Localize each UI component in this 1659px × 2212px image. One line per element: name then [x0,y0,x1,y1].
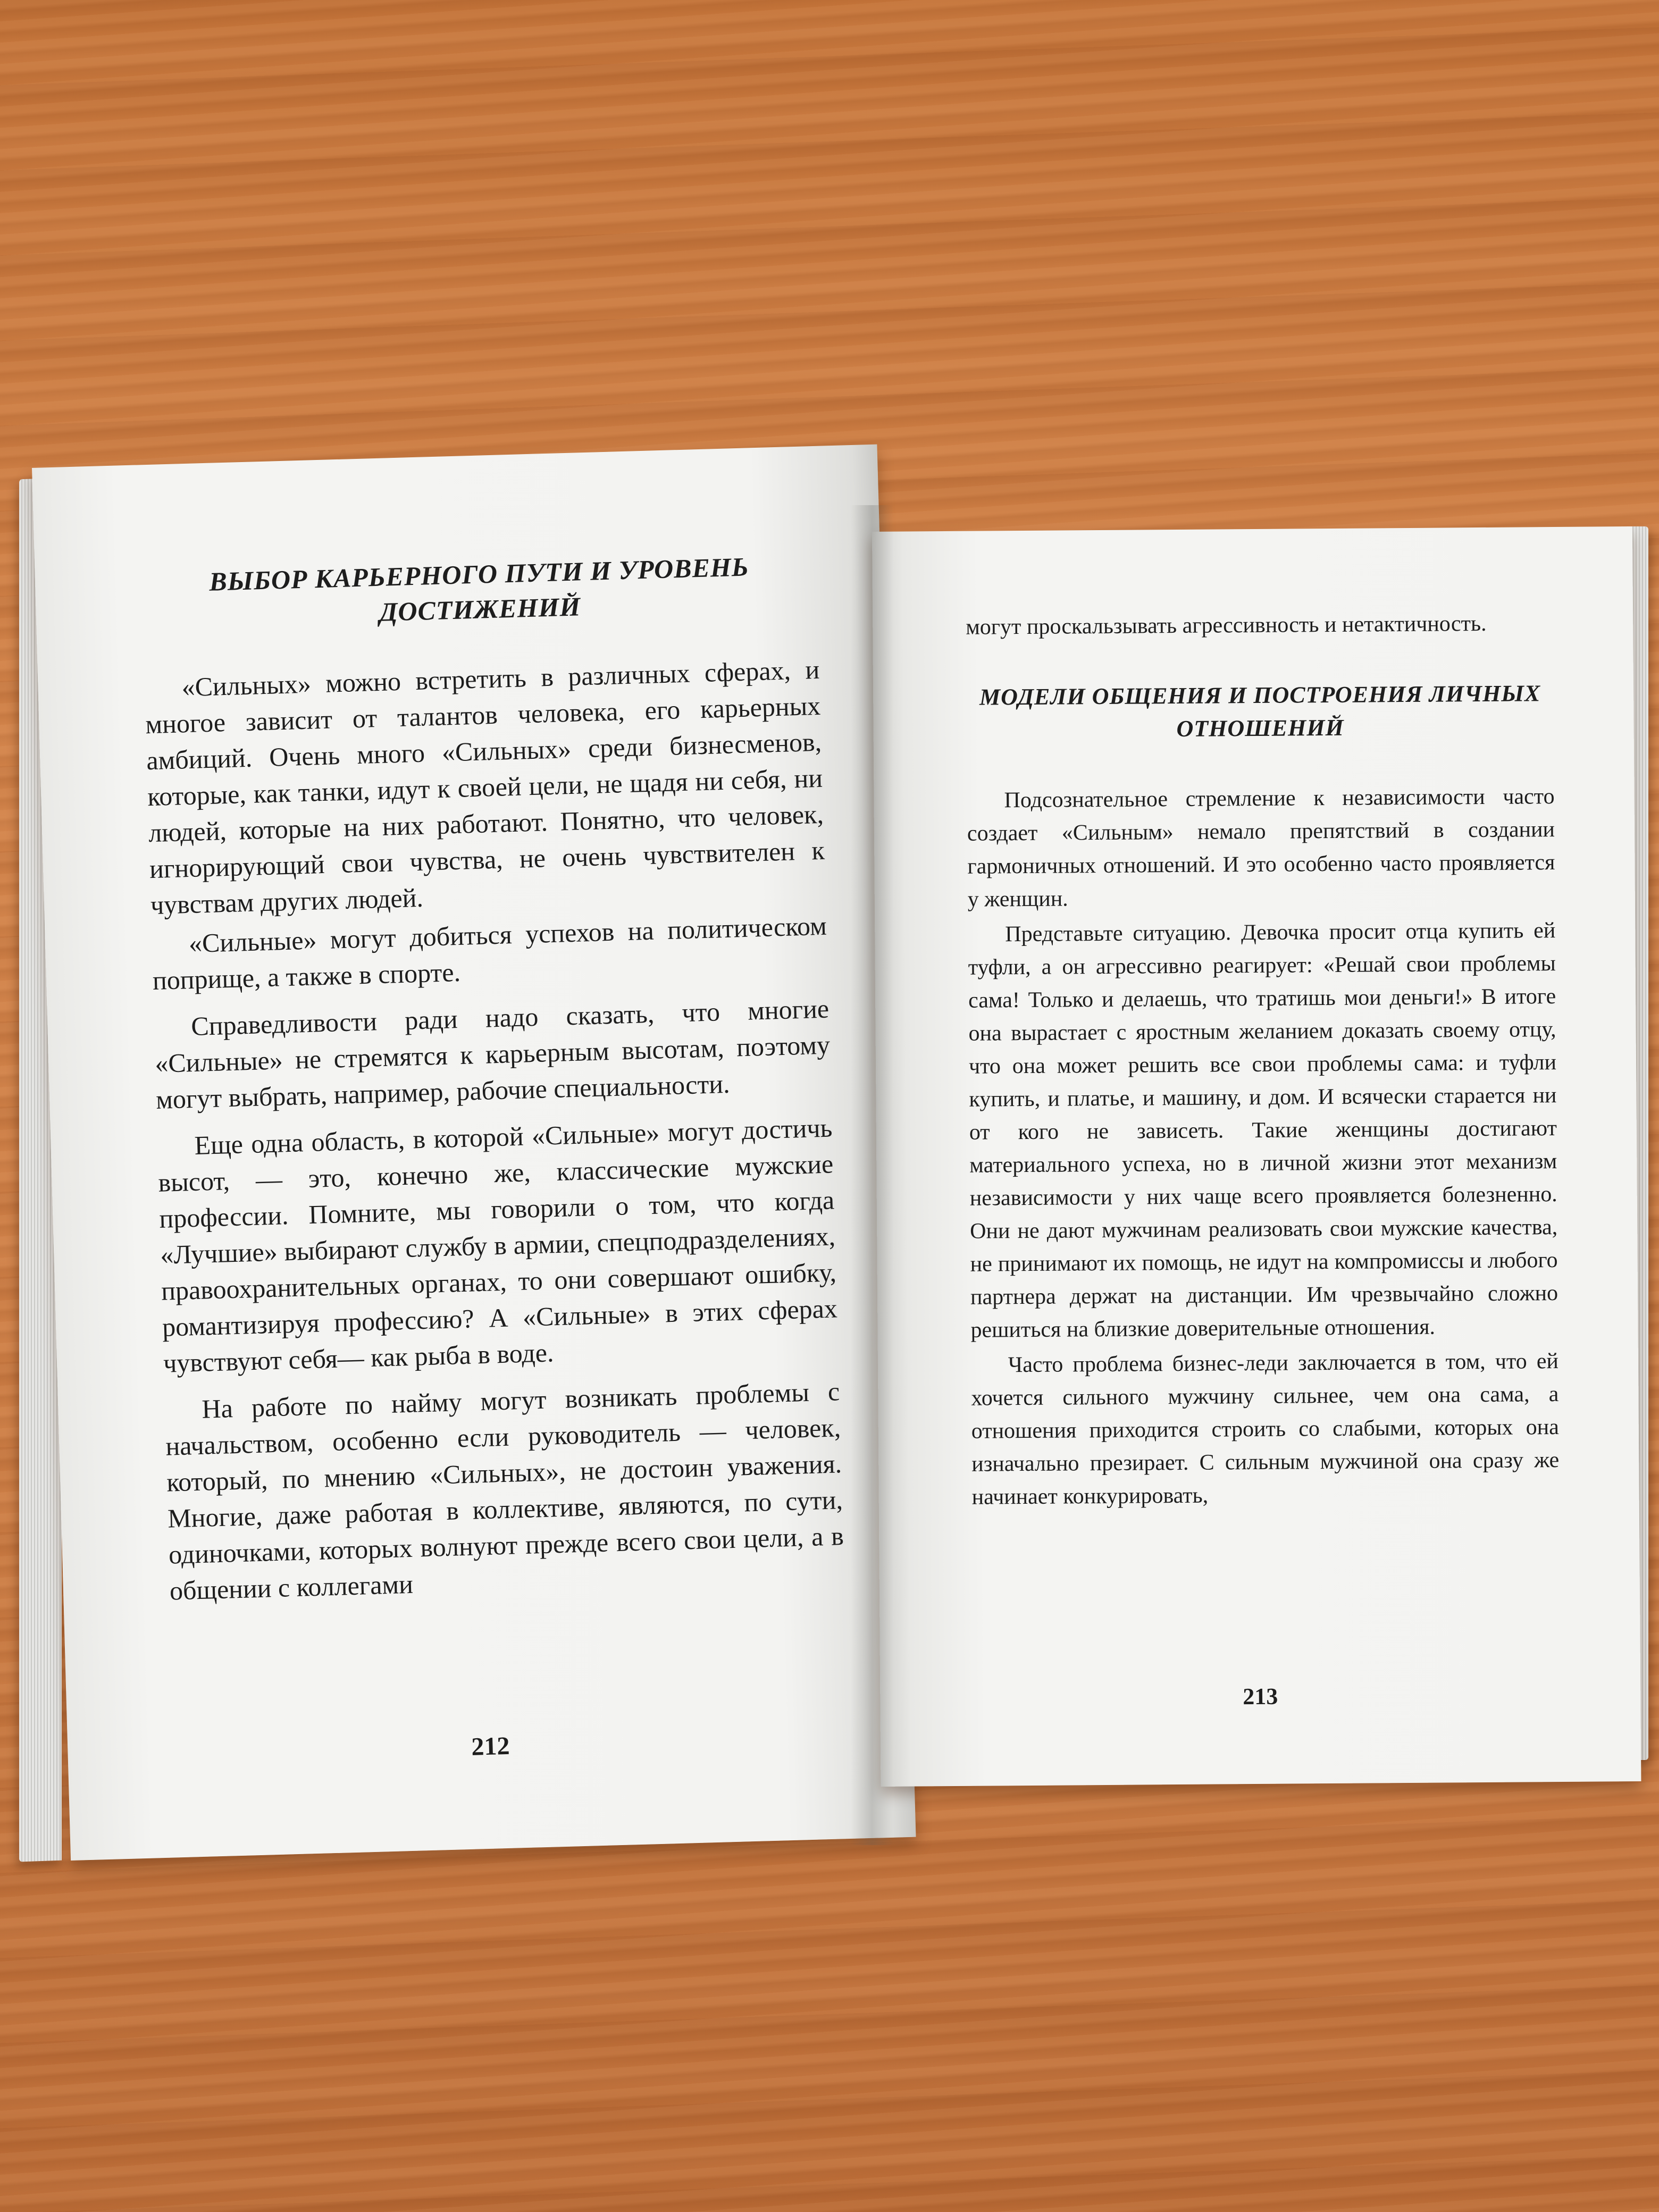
paragraph: Часто проблема бизнес-леди заключается в том, что ей хочется сильного мужчину сильнее, чем она сама, а отношения приходится строить со слабыми, которых она изначально презирает. С сильным мужчиной она сразу же начинает конкурировать, [971,1349,1560,1510]
left-page [32,445,916,1861]
page-number: 212 [471,1731,510,1761]
page-number: 213 [1243,1683,1278,1710]
section-heading: МОДЕЛИ ОБЩЕНИЯ И ПОСТРОЕНИЯ ЛИЧНЫХ ОТНОШЕНИЙ [979,680,1541,742]
right-page [872,526,1641,1787]
paragraph: «Сильные» могут добиться успехов на политическом поприще, а также в спорте. [152,910,827,996]
paragraph: Справедливости ради надо сказать, что многие «Сильные» не стремятся к карьерным высотам, поэтому могут выбрать, например, рабочие специальности. [154,993,831,1115]
paragraph-continuation: могут проскальзывать агрессивность и нетактичность. [966,611,1487,640]
paragraph: Представьте ситуацию. Девочка просит отца купить ей туфли, а он агрессивно реагирует: «Решай свои проблемы сама! Только и делаешь, что тратишь мои деньги!» В итоге она вырастает с яростным желанием доказать своему отцу, что она может решить все свои проблемы сама: и туфли купить, и платье, и машину, и дом. И всячески старается ни от кого не зависеть. Такие женщины достигают материального успеха, но в личной жизни этот механизм независимости у них чаще всего проявляется болезненно. Они не дают мужчинам реализовать свои мужские качества, не принимают их помощь, не идут на компромиссы и любого партнера держат на дистанции. Им чрезвычайно сложно решиться на близкие доверительные отношения. [968,918,1559,1343]
paragraph: «Сильных» можно встретить в различных сферах, и многое зависит от талантов человека, его карьерных амбиций. Очень много «Сильных» среди бизнесменов, которые, как танки, идут к своей цели, не щадя ни себя, ни людей, которые на них работают. Понятно, что человек, игнорирующий свои чувства, не очень чувствителен к чувствам других людей. [145,654,825,920]
chapter-heading: ВЫБОР КАРЬЕРНОГО ПУТИ И УРОВЕНЬ ДОСТИЖЕНИЙ [208,551,750,627]
paragraph: Еще одна область, в которой «Сильные» могут достичь высот, — это, конечно же, классические мужские профессии. Помните, мы говорили о том, что когда «Лучшие» выбирают службу в армии, спецподразделениях, правоохранительных органах, то они совершают ошибку, романтизируя профессию? А «Сильные» в этих сферах чувствуют себя— как рыба в воде. [157,1112,838,1378]
paragraph: Подсознательное стремление к независимости часто создает «Сильным» немало препятствий в создании гармоничных отношений. И это особенно часто проявляется у женщин. [967,784,1555,912]
paragraph: На работе по найму могут возникать проблемы с начальством, особенно если руководитель — человек, который, по мнению «Сильных», не достоин уважения. Многие, даже работая в коллективе, являются, по сути, одиночками, которых волнуют прежде всего свои цели, а в общении с коллегами [165,1376,844,1606]
book-gutter [851,505,893,1845]
